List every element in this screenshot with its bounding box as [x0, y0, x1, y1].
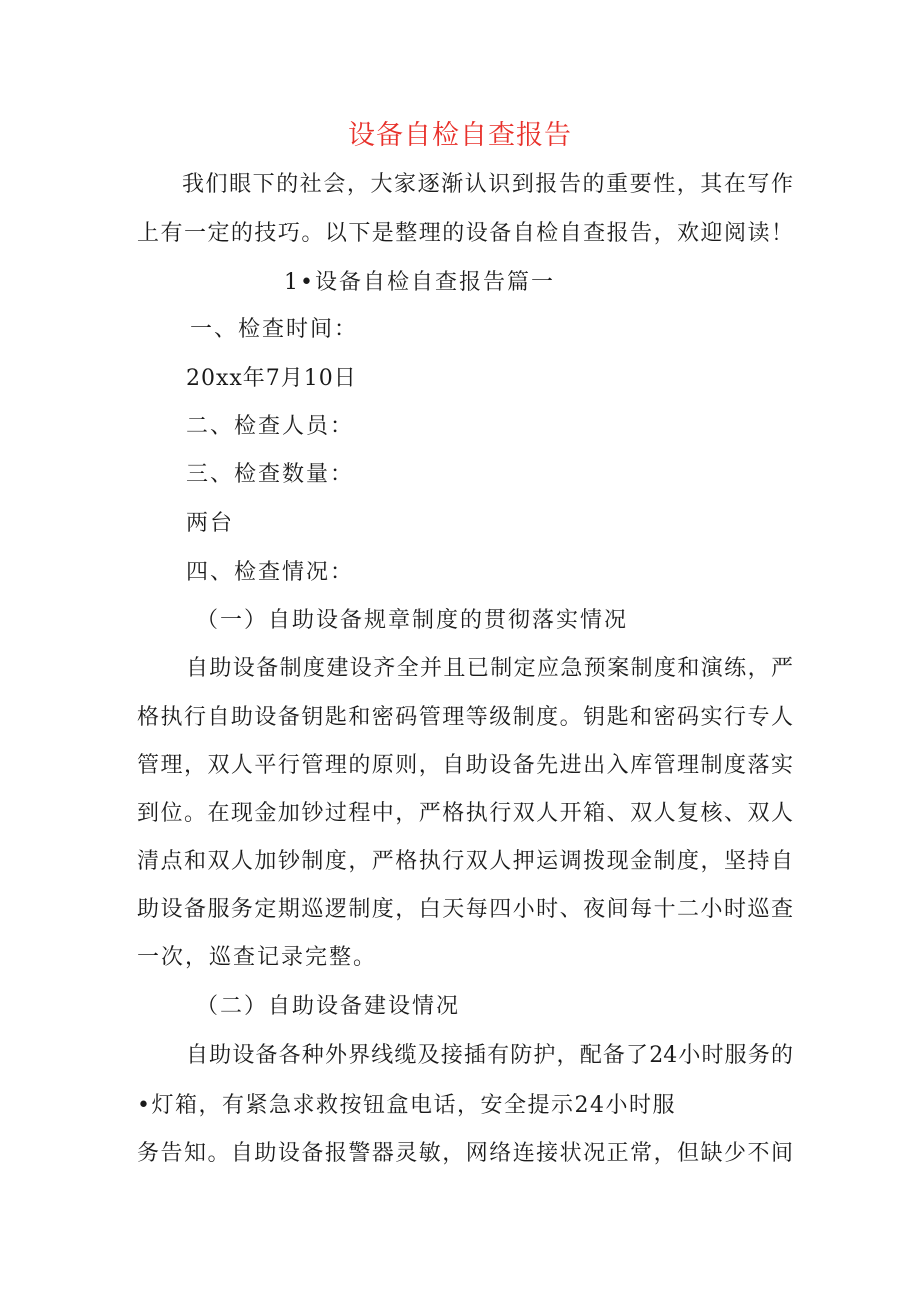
item-quantity-label: 三、检查数量：: [186, 462, 355, 487]
subsection-1-heading: （一）自助设备规章制度的贯彻落实情况: [196, 608, 629, 633]
subsection-2-line-3: 务告知。自助设备报警器灵敏，网络连接状况正常，但缺少不间: [137, 1141, 793, 1166]
subsection-2-line-1: 自助设备各种外界线缆及接插有防护，配备了24小时服务的: [186, 1043, 793, 1068]
section-heading: 1•设备自检自查报告篇一: [284, 270, 555, 295]
subsection-1-line-7: 一次，巡查记录完整。: [137, 945, 378, 970]
subsection-1-line-1: 自助设备制度建设齐全并且已制定应急预案制度和演练，严: [186, 656, 793, 681]
item-situation-label: 四、检查情况：: [186, 560, 355, 585]
subsection-1-line-3: 管理，双人平行管理的原则，自助设备先进出入库管理制度落实: [137, 753, 793, 778]
subsection-2-line-2: •灯箱，有紧急求救按钮盒电话，安全提示24小时服: [137, 1093, 676, 1118]
subsection-1-line-5: 清点和双人加钞制度，严格执行双人押运调拨现金制度，坚持自: [137, 849, 793, 874]
subsection-2-heading: （二）自助设备建设情况: [196, 994, 461, 1019]
document-title: 设备自检自查报告: [348, 120, 572, 151]
item-quantity-value: 两台: [186, 511, 235, 536]
item-time-value: 20xx年7月10日: [186, 366, 357, 391]
item-time-label: 一、检查时间：: [190, 317, 359, 342]
subsection-1-line-6: 助设备服务定期巡逻制度，白天每四小时、夜间每十二小时巡查: [137, 897, 793, 922]
item-personnel-label: 二、检查人员：: [186, 414, 355, 439]
intro-line-2: 上有一定的技巧。以下是整理的设备自检自查报告，欢迎阅读！: [137, 221, 793, 246]
intro-line-1: 我们眼下的社会，大家逐渐认识到报告的重要性，其在写作: [182, 172, 793, 197]
subsection-1-line-2: 格执行自助设备钥匙和密码管理等级制度。钥匙和密码实行专人: [137, 705, 793, 730]
subsection-1-line-4: 到位。在现金加钞过程中，严格执行双人开箱、双人复核、双人: [137, 801, 793, 826]
